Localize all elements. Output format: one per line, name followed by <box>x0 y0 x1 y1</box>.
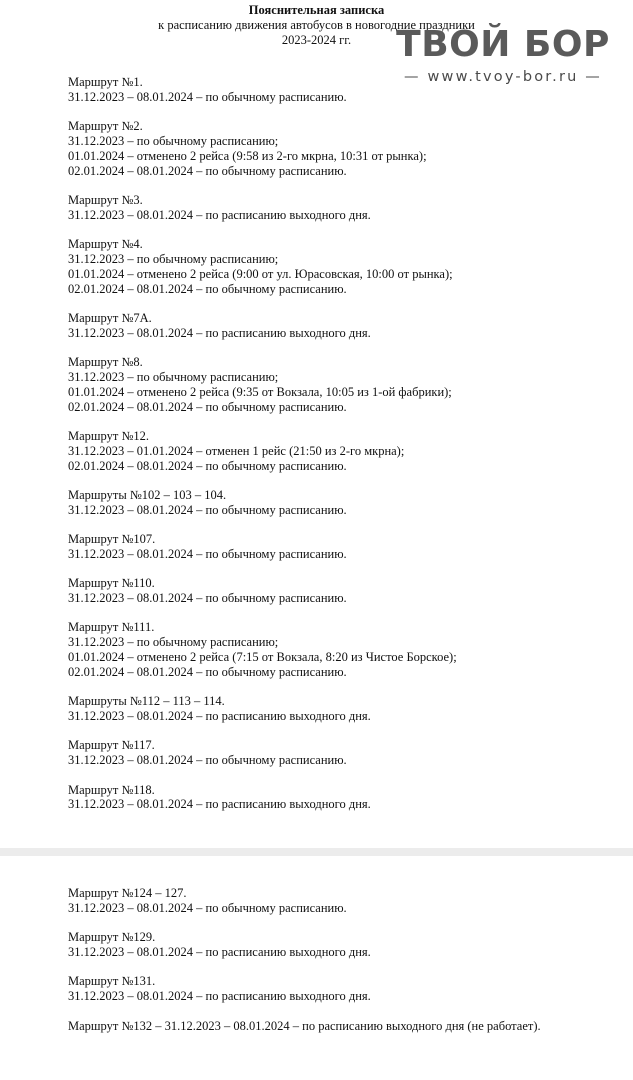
route-schedule-line: 31.12.2023 – по обычному расписанию; <box>68 133 279 148</box>
route-block <box>68 119 608 178</box>
route-title: Маршрут №111. <box>68 620 155 635</box>
route-block <box>68 1019 608 1034</box>
route-block <box>68 930 608 960</box>
route-schedule-line: 31.12.2023 – 08.01.2024 – по обычному расписанию. <box>68 900 347 915</box>
route-schedule-line: 31.12.2023 – по обычному расписанию; <box>68 369 279 384</box>
route-block <box>68 488 608 518</box>
route-schedule-line: 31.12.2023 – 08.01.2024 – по расписанию выходного дня. <box>68 797 371 812</box>
document-years: 2023-2024 гг. <box>281 33 352 47</box>
route-title: Маршрут №3. <box>68 192 143 207</box>
document-subtitle: к расписанию движения автобусов в новогодние праздники <box>158 18 475 32</box>
route-block <box>68 75 608 105</box>
route-block <box>68 193 608 223</box>
route-schedule-line: 01.01.2024 – отменено 2 рейса (9:35 от Вокзала, 10:05 из 1-ой фабрики); <box>68 384 452 399</box>
route-title: Маршрут №117. <box>68 738 155 753</box>
route-title: Маршруты №102 – 103 – 104. <box>68 487 227 502</box>
route-title: Маршрут №124 – 127. <box>68 886 187 900</box>
route-title: Маршрут №129. <box>68 930 156 945</box>
route-schedule-line: 31.12.2023 – 08.01.2024 – по расписанию выходного дня. <box>68 989 371 1004</box>
route-schedule-line: 31.12.2023 – по обычному расписанию; <box>68 635 279 650</box>
route-schedule-line: 02.01.2024 – 08.01.2024 – по обычному расписанию. <box>68 163 347 178</box>
route-block <box>68 620 608 679</box>
route-block <box>68 974 608 1004</box>
route-block <box>68 576 608 606</box>
route-schedule-line: 31.12.2023 – 08.01.2024 – по расписанию выходного дня. <box>68 207 371 222</box>
route-schedule-line: 31.12.2023 – 08.01.2024 – по обычному расписанию. <box>68 591 347 606</box>
route-title: Маршрут №131. <box>68 974 156 989</box>
route-block <box>68 429 608 473</box>
route-schedule-line: 31.12.2023 – 08.01.2024 – по расписанию выходного дня. <box>68 325 371 340</box>
route-title: Маршрут №110. <box>68 576 155 591</box>
route-schedule-line: 31.12.2023 – 08.01.2024 – по обычному расписанию. <box>68 753 347 768</box>
route-block <box>68 237 608 296</box>
route-schedule-line: 31.12.2023 – 08.01.2024 – по обычному расписанию. <box>68 502 347 517</box>
route-schedule-line: 01.01.2024 – отменено 2 рейса (9:00 от ул. Юрасовская, 10:00 от рынка); <box>68 266 453 281</box>
route-schedule-line: 02.01.2024 – 08.01.2024 – по обычному расписанию. <box>68 399 347 414</box>
document-page-2 <box>0 856 633 1080</box>
route-title: Маршрут №4. <box>68 237 143 252</box>
route-schedule-line: 31.12.2023 – 01.01.2024 – отменен 1 рейс (21:50 из 2-го мкрна); <box>68 443 405 458</box>
document-title: Пояснительная записка <box>248 3 385 17</box>
route-schedule-line: 01.01.2024 – отменено 2 рейса (9:58 из 2-го мкрна, 10:31 от рынка); <box>68 148 427 163</box>
logo-site: — www.tvoy-bor.ru — <box>403 69 603 85</box>
route-title: Маршруты №112 – 113 – 114. <box>68 694 225 709</box>
route-block <box>68 355 608 414</box>
route-schedule-line: 01.01.2024 – отменено 2 рейса (7:15 от Вокзала, 8:20 из Чистое Борское); <box>68 650 457 665</box>
route-schedule-line: 02.01.2024 – 08.01.2024 – по обычному расписанию. <box>68 281 347 296</box>
route-schedule-line: 31.12.2023 – по обычному расписанию; <box>68 251 279 266</box>
route-title: Маршрут №132 – 31.12.2023 – 08.01.2024 – по расписанию выходного дня (не работает). <box>68 1018 541 1033</box>
route-schedule-line: 31.12.2023 – 08.01.2024 – по расписанию выходного дня. <box>68 944 371 959</box>
route-block <box>68 311 608 341</box>
logo-brand: ТВОЙ БОР <box>396 24 610 65</box>
route-title: Маршрут №2. <box>68 119 143 134</box>
route-block <box>68 783 608 813</box>
route-block <box>68 738 608 768</box>
route-list <box>68 75 608 827</box>
route-title: Маршрут №8. <box>68 355 143 370</box>
route-schedule-line: 31.12.2023 – 08.01.2024 – по обычному расписанию. <box>68 89 347 104</box>
route-title: Маршрут №12. <box>68 428 150 443</box>
route-list <box>68 886 608 1048</box>
route-schedule-line: 31.12.2023 – 08.01.2024 – по обычному расписанию. <box>68 546 347 561</box>
route-schedule-line: 31.12.2023 – 08.01.2024 – по расписанию выходного дня. <box>68 709 371 724</box>
route-title: Маршрут №118. <box>68 782 155 797</box>
route-schedule-line: 02.01.2024 – 08.01.2024 – по обычному расписанию. <box>68 664 347 679</box>
page-separator <box>0 848 633 856</box>
route-title: Маршрут №1. <box>68 75 143 89</box>
route-title: Маршрут №107. <box>68 532 156 547</box>
route-block <box>68 532 608 562</box>
route-block <box>68 886 608 916</box>
route-schedule-line: 02.01.2024 – 08.01.2024 – по обычному расписанию. <box>68 458 347 473</box>
route-title: Маршрут №7А. <box>68 310 152 325</box>
route-block <box>68 694 608 724</box>
